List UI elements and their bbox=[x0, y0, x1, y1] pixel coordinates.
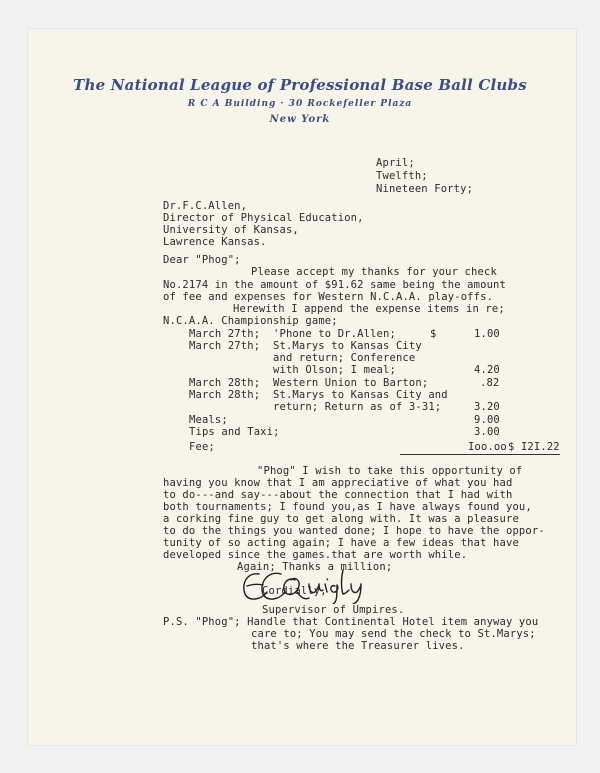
expense-date: March 27th; bbox=[189, 340, 261, 352]
expense-desc: St.Marys to Kansas City bbox=[273, 340, 422, 352]
signer-title: Supervisor of Umpires. bbox=[262, 604, 405, 616]
expense-desc: and return; Conference bbox=[273, 352, 416, 364]
signature bbox=[237, 562, 369, 604]
body-line: N.C.A.A. Championship game; bbox=[163, 315, 338, 327]
date-line: April; bbox=[376, 157, 415, 169]
expense-amount: .82 bbox=[480, 377, 500, 389]
body-line: to do the things you wanted done; I hope to have the oppor- bbox=[163, 525, 545, 537]
body-line: tunity of so acting again; I have a few ideas that have bbox=[163, 537, 519, 549]
body-line: Again; Thanks a million; bbox=[237, 561, 393, 573]
body-line: a corking fine guy to get along with. It was a pleasure bbox=[163, 513, 519, 525]
recipient-line: University of Kansas, bbox=[163, 224, 299, 236]
total-amount: $ I2I.22 bbox=[508, 441, 560, 453]
postscript-line: P.S. "Phog"; Handle that Continental Hotel item anyway you bbox=[163, 616, 539, 628]
expense-date: March 27th; bbox=[189, 328, 261, 340]
body-line: developed since the games.that are worth while. bbox=[163, 549, 468, 561]
expense-date: March 28th; bbox=[189, 389, 261, 401]
expense-amount: 1.00 bbox=[474, 328, 500, 340]
expense-desc: return; Return as of 3-31; bbox=[273, 401, 442, 413]
valediction: Cordially, bbox=[262, 585, 327, 597]
body-line: of fee and expenses for Western N.C.A.A. play-offs. bbox=[163, 291, 494, 303]
body-line: to do---and say---about the connection that I had with bbox=[163, 489, 513, 501]
expense-date: March 28th; bbox=[189, 377, 261, 389]
date-line: Nineteen Forty; bbox=[376, 183, 474, 195]
expense-desc: 'Phone to Dr.Allen; bbox=[273, 328, 396, 340]
recipient-line: Dr.F.C.Allen, bbox=[163, 200, 248, 212]
recipient-line: Lawrence Kansas. bbox=[163, 236, 267, 248]
expense-desc: Western Union to Barton; bbox=[273, 377, 429, 389]
expense-amount: 3.20 bbox=[474, 401, 500, 413]
extra-label: Tips and Taxi; bbox=[189, 426, 280, 438]
extra-amount: Ioo.oo bbox=[468, 441, 507, 453]
extra-label: Meals; bbox=[189, 414, 228, 426]
body-line: having you know that I am appreciative of what you had bbox=[163, 477, 513, 489]
recipient-line: Director of Physical Education, bbox=[163, 212, 364, 224]
date-line: Twelfth; bbox=[376, 170, 428, 182]
salutation: Dear "Phog"; bbox=[163, 254, 241, 266]
letterhead-city: New York bbox=[269, 114, 331, 125]
postscript-line: care to; You may send the check to St.Marys; bbox=[251, 628, 536, 640]
total-underline bbox=[400, 454, 560, 455]
expense-amount: 4.20 bbox=[474, 364, 500, 376]
expense-desc: St.Marys to Kansas City and bbox=[273, 389, 448, 401]
expense-desc: with Olson; I meal; bbox=[273, 364, 396, 376]
body-line: Herewith I append the expense items in re; bbox=[233, 303, 505, 315]
letterhead-address: R C A Building · 30 Rockefeller Plaza bbox=[187, 99, 413, 109]
body-line: No.2174 in the amount of $91.62 same being the amount bbox=[163, 279, 506, 291]
letterhead-title: The National League of Professional Base Ball Clubs bbox=[73, 76, 527, 94]
body-line: "Phog" I wish to take this opportunity of bbox=[257, 465, 523, 477]
body-line: both tournaments; I found you,as I have always found you, bbox=[163, 501, 532, 513]
postscript-line: that's where the Treasurer lives. bbox=[251, 640, 465, 652]
body-line: Please accept my thanks for your check bbox=[251, 266, 497, 278]
extra-amount: 9.00 bbox=[474, 414, 500, 426]
extra-label: Fee; bbox=[189, 441, 215, 453]
extra-amount: 3.00 bbox=[474, 426, 500, 438]
dollar-sign: $ bbox=[430, 328, 437, 340]
